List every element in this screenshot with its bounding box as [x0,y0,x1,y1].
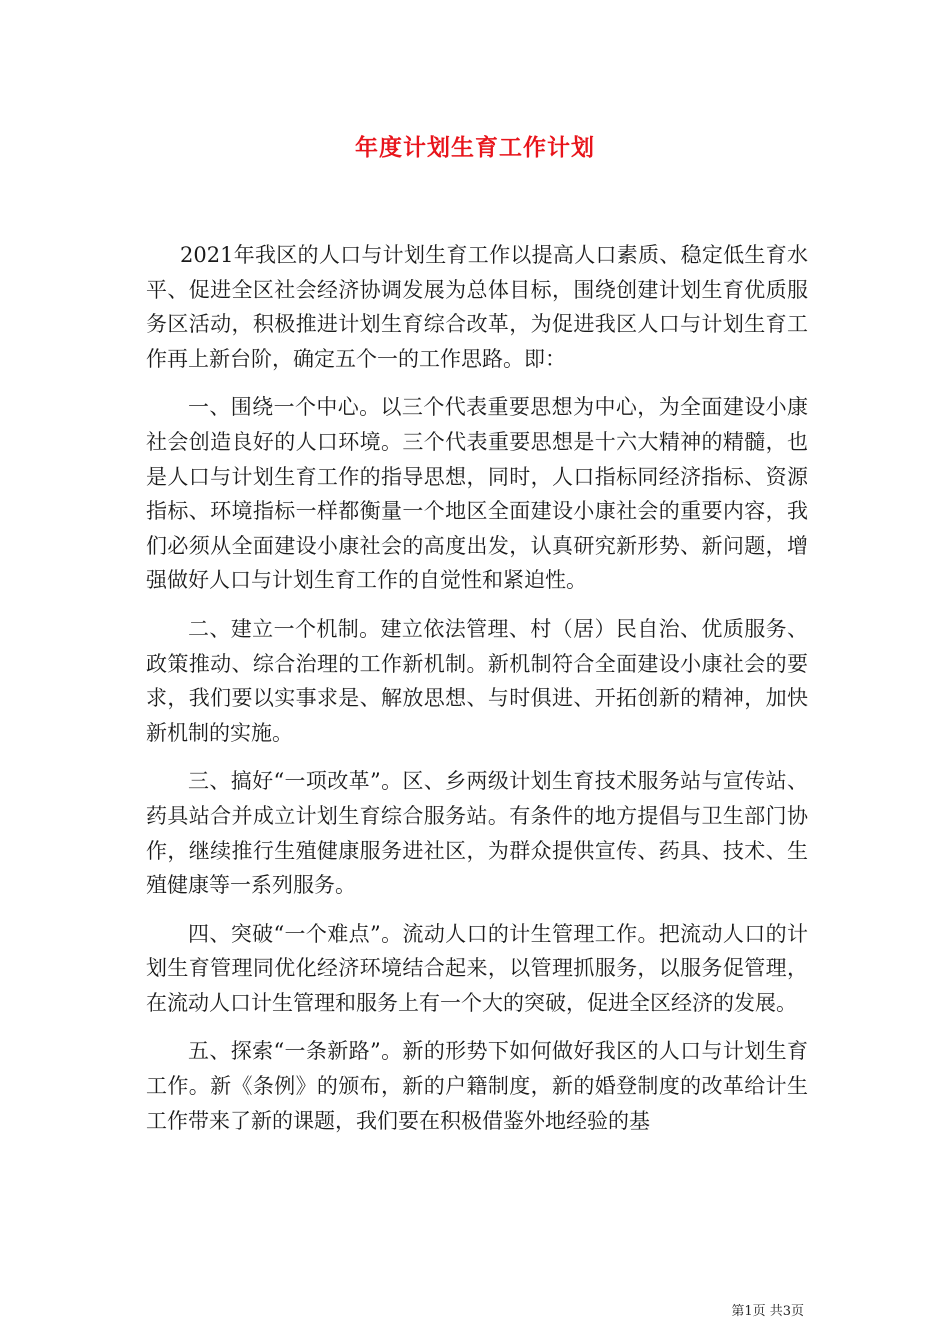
paragraph-three: 三、搞好“一项改革”。区、乡两级计划生育技术服务站与宣传站、药具站合并成立计划生育综合服务站。有条件的地方提倡与卫生部门协作，继续推行生殖健康服务进社区，为群众提供宣传、药具、技术、生殖健康等一系列服务。 [146,769,808,898]
paragraph-four: 四、突破“一个难点”。流动人口的计生管理工作。把流动人口的计划生育管理同优化经济环境结合起来，以管理抓服务，以服务促管理，在流动人口计生管理和服务上有一个大的突破，促进全区经济的发展。 [146,921,808,1015]
paragraph-five: 五、探索“一条新路”。新的形势下如何做好我区的人口与计划生育工作。新《条例》的颁布，新的户籍制度，新的婚登制度的改革给计生工作带来了新的课题，我们要在积极借鉴外地经验的基 [146,1039,808,1133]
document-body [146,238,808,1152]
paragraph-one: 一、围绕一个中心。以三个代表重要思想为中心，为全面建设小康社会创造良好的人口环境。三个代表重要思想是十六大精神的精髓，也是人口与计划生育工作的指导思想，同时，人口指标同经济指标、资源指标、环境指标一样都衡量一个地区全面建设小康社会的重要内容，我们必须从全面建设小康社会的高度出发，认真研究新形势、新问题，增强做好人口与计划生育工作的自觉性和紧迫性。 [146,395,808,593]
paragraph-intro: 2021年我区的人口与计划生育工作以提高人口素质、稳定低生育水平、促进全区社会经济协调发展为总体目标，围绕创建计划生育优质服务区活动，积极推进计划生育综合改革，为促进我区人口与计划生育工作再上新台阶，确定五个一的工作思路。即： [146,243,808,371]
page-number-footer: 第1页 共3页 [731,1304,804,1319]
paragraph-two: 二、建立一个机制。建立依法管理、村（居）民自治、优质服务、政策推动、综合治理的工作新机制。新机制符合全面建设小康社会的要求，我们要以实事求是、解放思想、与时俱进、开拓创新的精神，加快新机制的实施。 [146,616,808,745]
document-title: 年度计划生育工作计划 [355,134,595,161]
